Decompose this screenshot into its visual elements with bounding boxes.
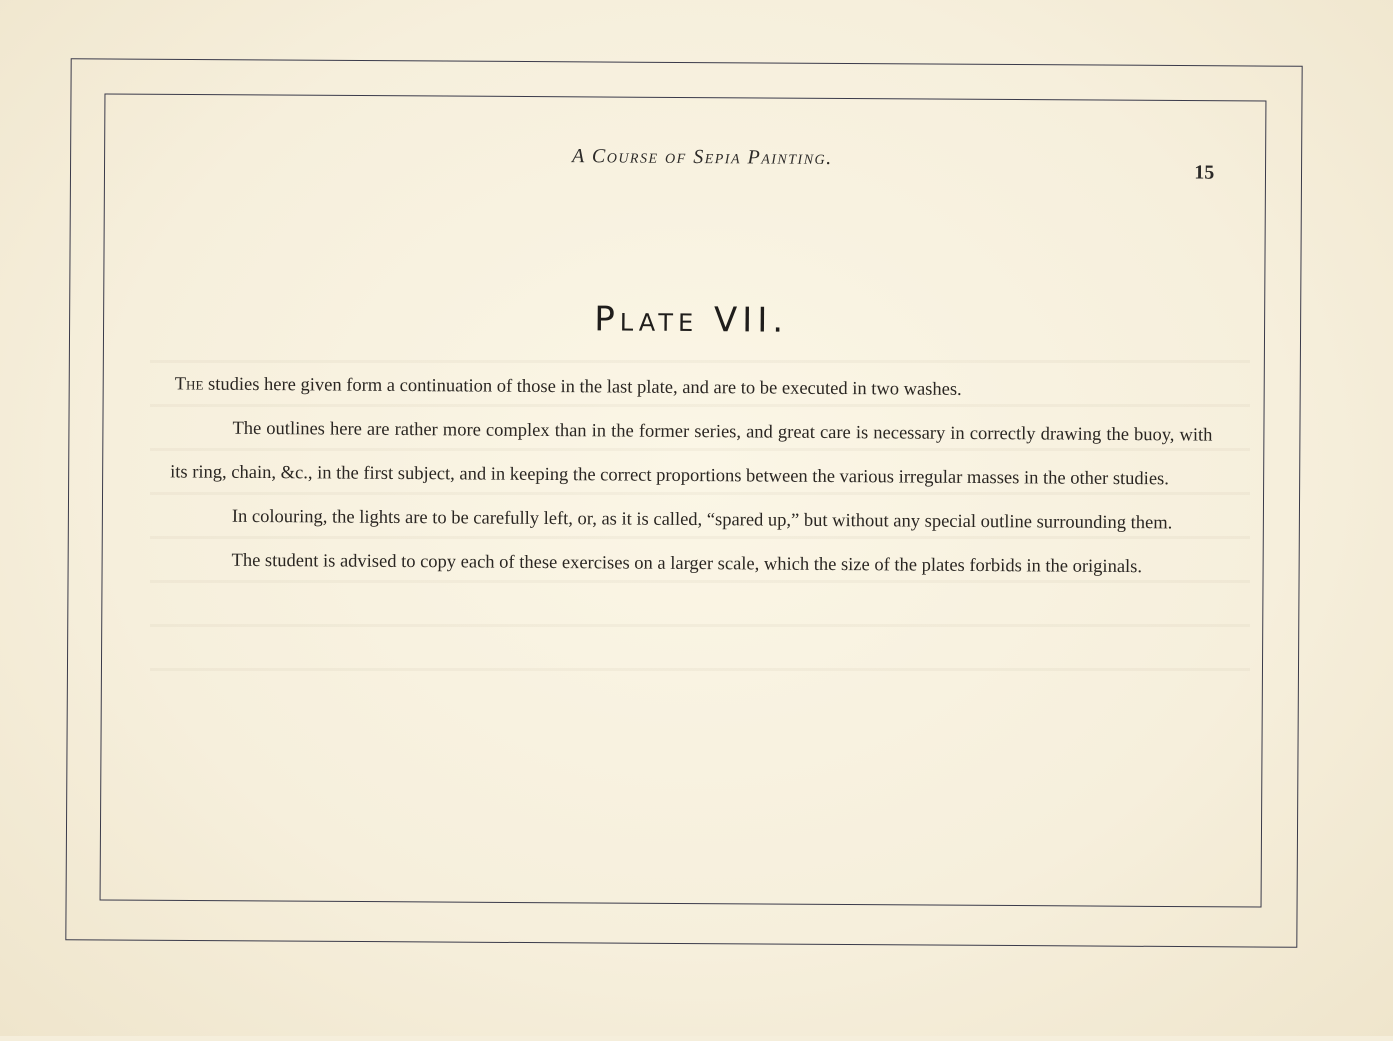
plate-title: Plate VII. (594, 299, 789, 341)
body-text (169, 362, 1213, 589)
paragraph-1-lead: The (174, 374, 204, 395)
paragraph-1-text: studies here given form a continuation of those in the last plate, and are to be executed in two washes. (203, 374, 962, 400)
paragraph-4: The student is advised to copy each of these exercises on a larger scale, which the size of the plates forbids in the originals. (231, 550, 1143, 578)
paragraph-1 (171, 362, 1213, 413)
paragraph-3: In colouring, the lights are to be carefully left, or, as it is called, “spared up,” but without any special outline surrounding them. (231, 506, 1173, 534)
page-number: 15 (1194, 161, 1215, 184)
running-head: A Course of Sepia Painting. (571, 145, 833, 169)
paragraph-2: The outlines here are rather more complex than in the former series, and great care is necessary in correctly drawing the buoy, with its ring, chain, &c., in the first subject, and in keeping the correct proportions between the various irregular masses in the other studies. (170, 418, 1213, 490)
